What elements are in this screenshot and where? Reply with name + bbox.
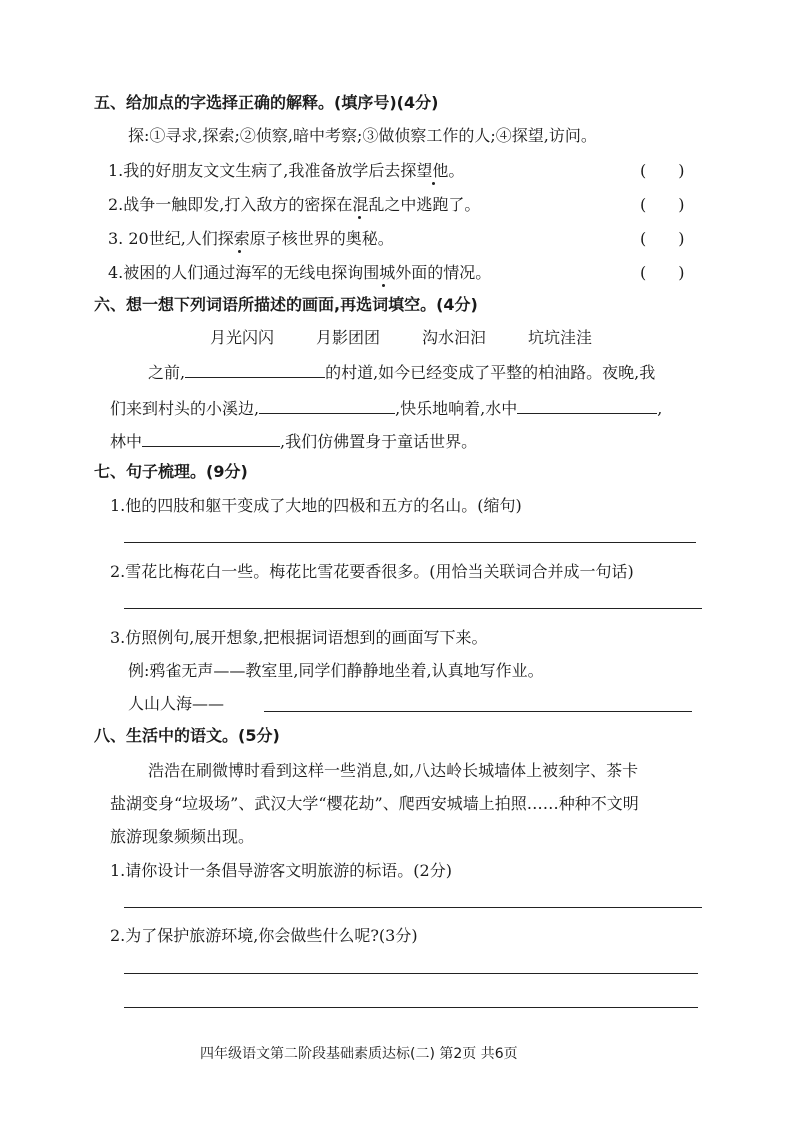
fill-blank-2[interactable] xyxy=(259,397,395,414)
answer-line[interactable] xyxy=(124,542,696,543)
section8-q1: 1.请你设计一条倡导游客文明旅游的标语。(2分) xyxy=(110,861,452,880)
answer-paren-4[interactable]: ( ) xyxy=(640,263,685,282)
section7-q1: 1.他的四肢和躯干变成了大地的四极和五方的名山。(缩句) xyxy=(110,496,522,515)
emphasis-dot xyxy=(238,250,241,253)
answer-paren-2[interactable]: ( ) xyxy=(640,195,685,214)
section7-prompt: 人山人海—— xyxy=(128,694,225,713)
fill-blank-4[interactable] xyxy=(142,430,280,447)
section5-item-2: 2.战争一触即发,打入敌方的密探在混乱之中逃跑了。 xyxy=(108,195,481,214)
answer-line[interactable] xyxy=(124,973,698,974)
section5-title: 五、给加点的字选择正确的解释。(填序号)(4分) xyxy=(94,93,439,112)
word-option: 月光闪闪 xyxy=(210,328,275,347)
section6-title: 六、想一想下列词语所描述的画面,再选词填空。(4分) xyxy=(94,295,478,314)
section5-definitions: 探:①寻求,探索;②侦察,暗中考察;③做侦察工作的人;④探望,访问。 xyxy=(128,126,597,145)
section7-q3: 3.仿照例句,展开想象,把根据词语想到的画面写下来。 xyxy=(110,628,488,647)
word-option: 沟水汩汩 xyxy=(422,328,487,347)
emphasis-dot xyxy=(432,182,435,185)
answer-line[interactable] xyxy=(264,711,692,712)
word-options xyxy=(210,327,592,349)
section5-item-3: 3. 20世纪,人们探索原子核世界的奥秘。 xyxy=(108,229,394,248)
section7-q2: 2.雪花比梅花白一些。梅花比雪花要香很多。(用恰当关联词合并成一句话) xyxy=(110,562,634,581)
section8-para-1: 浩浩在刷微博时看到这样一些消息,如,八达岭长城墙体上被刻字、茶卡 xyxy=(148,761,639,780)
section7-title: 七、句子梳理。(9分) xyxy=(94,462,248,481)
section8-q2: 2.为了保护旅游环境,你会做些什么呢?(3分) xyxy=(110,926,418,945)
section6-line-1: 之前, 的村道,如今已经变成了平整的柏油路。夜晚,我 xyxy=(148,363,656,382)
fill-blank-3[interactable] xyxy=(517,397,657,414)
section8-para-2: 盐湖变身“垃圾场”、武汉大学“樱花劫”、爬西安城墙上拍照……种种不文明 xyxy=(110,794,639,813)
page-footer: 四年级语文第二阶段基础素质达标(二) 第2页 共6页 xyxy=(200,1046,518,1062)
section8-title: 八、生活中的语文。(5分) xyxy=(94,726,280,745)
answer-paren-3[interactable]: ( ) xyxy=(640,229,685,248)
section6-line-3: 林中 ,我们仿佛置身于童话世界。 xyxy=(110,432,478,451)
section5-item-1: 1.我的好朋友文文生病了,我准备放学后去探望他。 xyxy=(108,161,465,180)
answer-paren-1[interactable]: ( ) xyxy=(640,161,685,180)
section5-item-4: 4.被困的人们通过海军的无线电探询围城外面的情况。 xyxy=(108,263,492,282)
fill-blank-1[interactable] xyxy=(185,361,325,378)
answer-line[interactable] xyxy=(124,608,702,609)
emphasis-dot xyxy=(382,284,385,287)
section8-para-3: 旅游现象频频出现。 xyxy=(110,827,255,846)
section6-line-2: 们来到村头的小溪边, ,快乐地响着,水中 , xyxy=(110,399,663,418)
word-option: 坑坑洼洼 xyxy=(528,328,593,347)
section7-example: 例:鸦雀无声——教室里,同学们静静地坐着,认真地写作业。 xyxy=(128,661,544,680)
answer-line[interactable] xyxy=(124,907,702,908)
answer-line[interactable] xyxy=(124,1007,698,1008)
word-option: 月影团团 xyxy=(316,328,381,347)
emphasis-dot xyxy=(358,216,361,219)
